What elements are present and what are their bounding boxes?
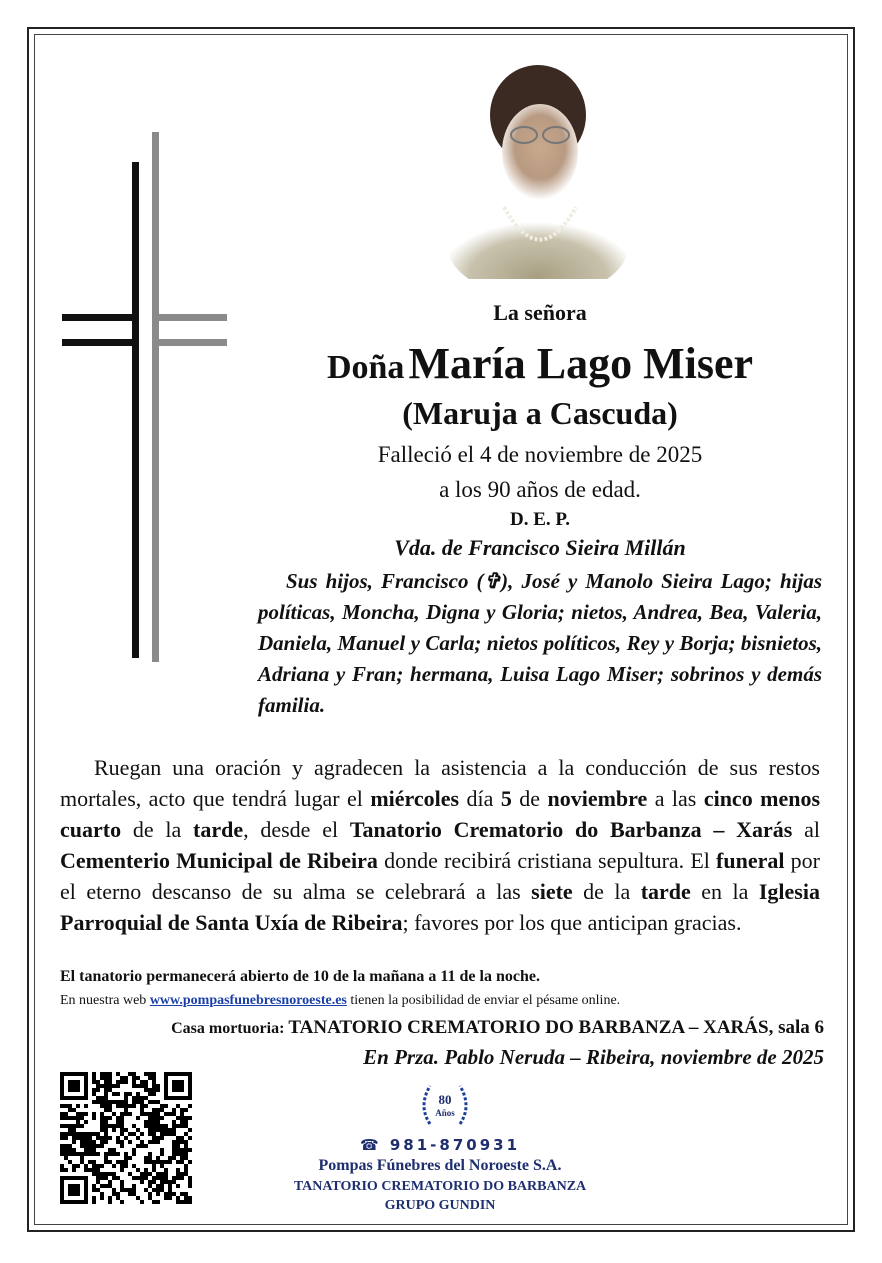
widow-of: Vda. de Francisco Sieira Millán [394,535,686,560]
mortuary-house [60,1017,824,1039]
full-name: María Lago Miser [408,339,754,388]
rip: D. E. P. [509,509,570,530]
tanatorio-name: TANATORIO CREMATORIO DO BARBANZA [293,1179,587,1194]
web-note: En nuestra web www.pompasfunebresnoroeste.es tienen la posibilidad de enviar el pésame online. [60,993,621,1008]
group-name: GRUPO GUNDIN [384,1198,496,1213]
family-list: Sus hijos, Francisco (✞), José y Manolo Sieira Lago; hijas políticas, Moncha, Digna y Gloria; nietos, Andrea, Bea, Valeria, Daniela, Manuel y Carla; nietos políticos, Rey y Borja; bisnietos, Adriana y Fran; hermana, Luisa Lago Miser; sobrinos y demás familia. [258,569,822,717]
ceremony-text: Ruegan una oración y agradecen la asistencia a la conducción de sus restos mortales, acto que tendrá lugar el miércoles día 5 de noviembre a las cinco menos cuarto de la tarde, desde el Tanatorio Crematorio do Barbanza – Xarás al Cementerio Municipal de Ribeira donde recibirá cristiana sepultura. El funeral por el eterno descanso de su alma se celebrará a las siete de la tarde en la Iglesia Parroquial de Santa Uxía de Ribeira; favores por los que anticipan gracias. [60,755,821,935]
opening-hours: El tanatorio permanecerá abierto de 10 de la mañana a 11 de la noche. [60,968,540,985]
portrait-photo [444,57,632,279]
emblem-text: Años [435,1108,455,1118]
mortuary-value: TANATORIO CREMATORIO DO BARBANZA – XARÁS, sala 6 [288,1017,824,1038]
phone-number: 981-870931 [389,1136,521,1154]
mortuary-label: Casa mortuoria: [171,1020,289,1037]
phone-line [250,1136,630,1154]
honorific: Doña [326,349,405,386]
phone-icon: ☎ [359,1136,390,1154]
nickname: (Maruja a Cascuda) [402,395,678,431]
deceased-name [240,338,840,389]
cross-icon [60,128,230,668]
anniversary-emblem [416,1080,474,1130]
company-name: Pompas Fúnebres del Noroeste S.A. [318,1157,562,1174]
emblem-number: 80 [438,1092,452,1107]
qr-code[interactable] [60,1072,192,1204]
place-date: En Prza. Pablo Neruda – Ribeira, noviembre de 2025 [363,1045,824,1069]
death-date: Falleció el 4 de noviembre de 2025 [377,442,703,467]
intro-title: La señora [493,300,587,325]
website-link[interactable]: www.pompasfunebresnoroeste.es [149,993,347,1008]
age: a los 90 años de edad. [439,477,641,502]
